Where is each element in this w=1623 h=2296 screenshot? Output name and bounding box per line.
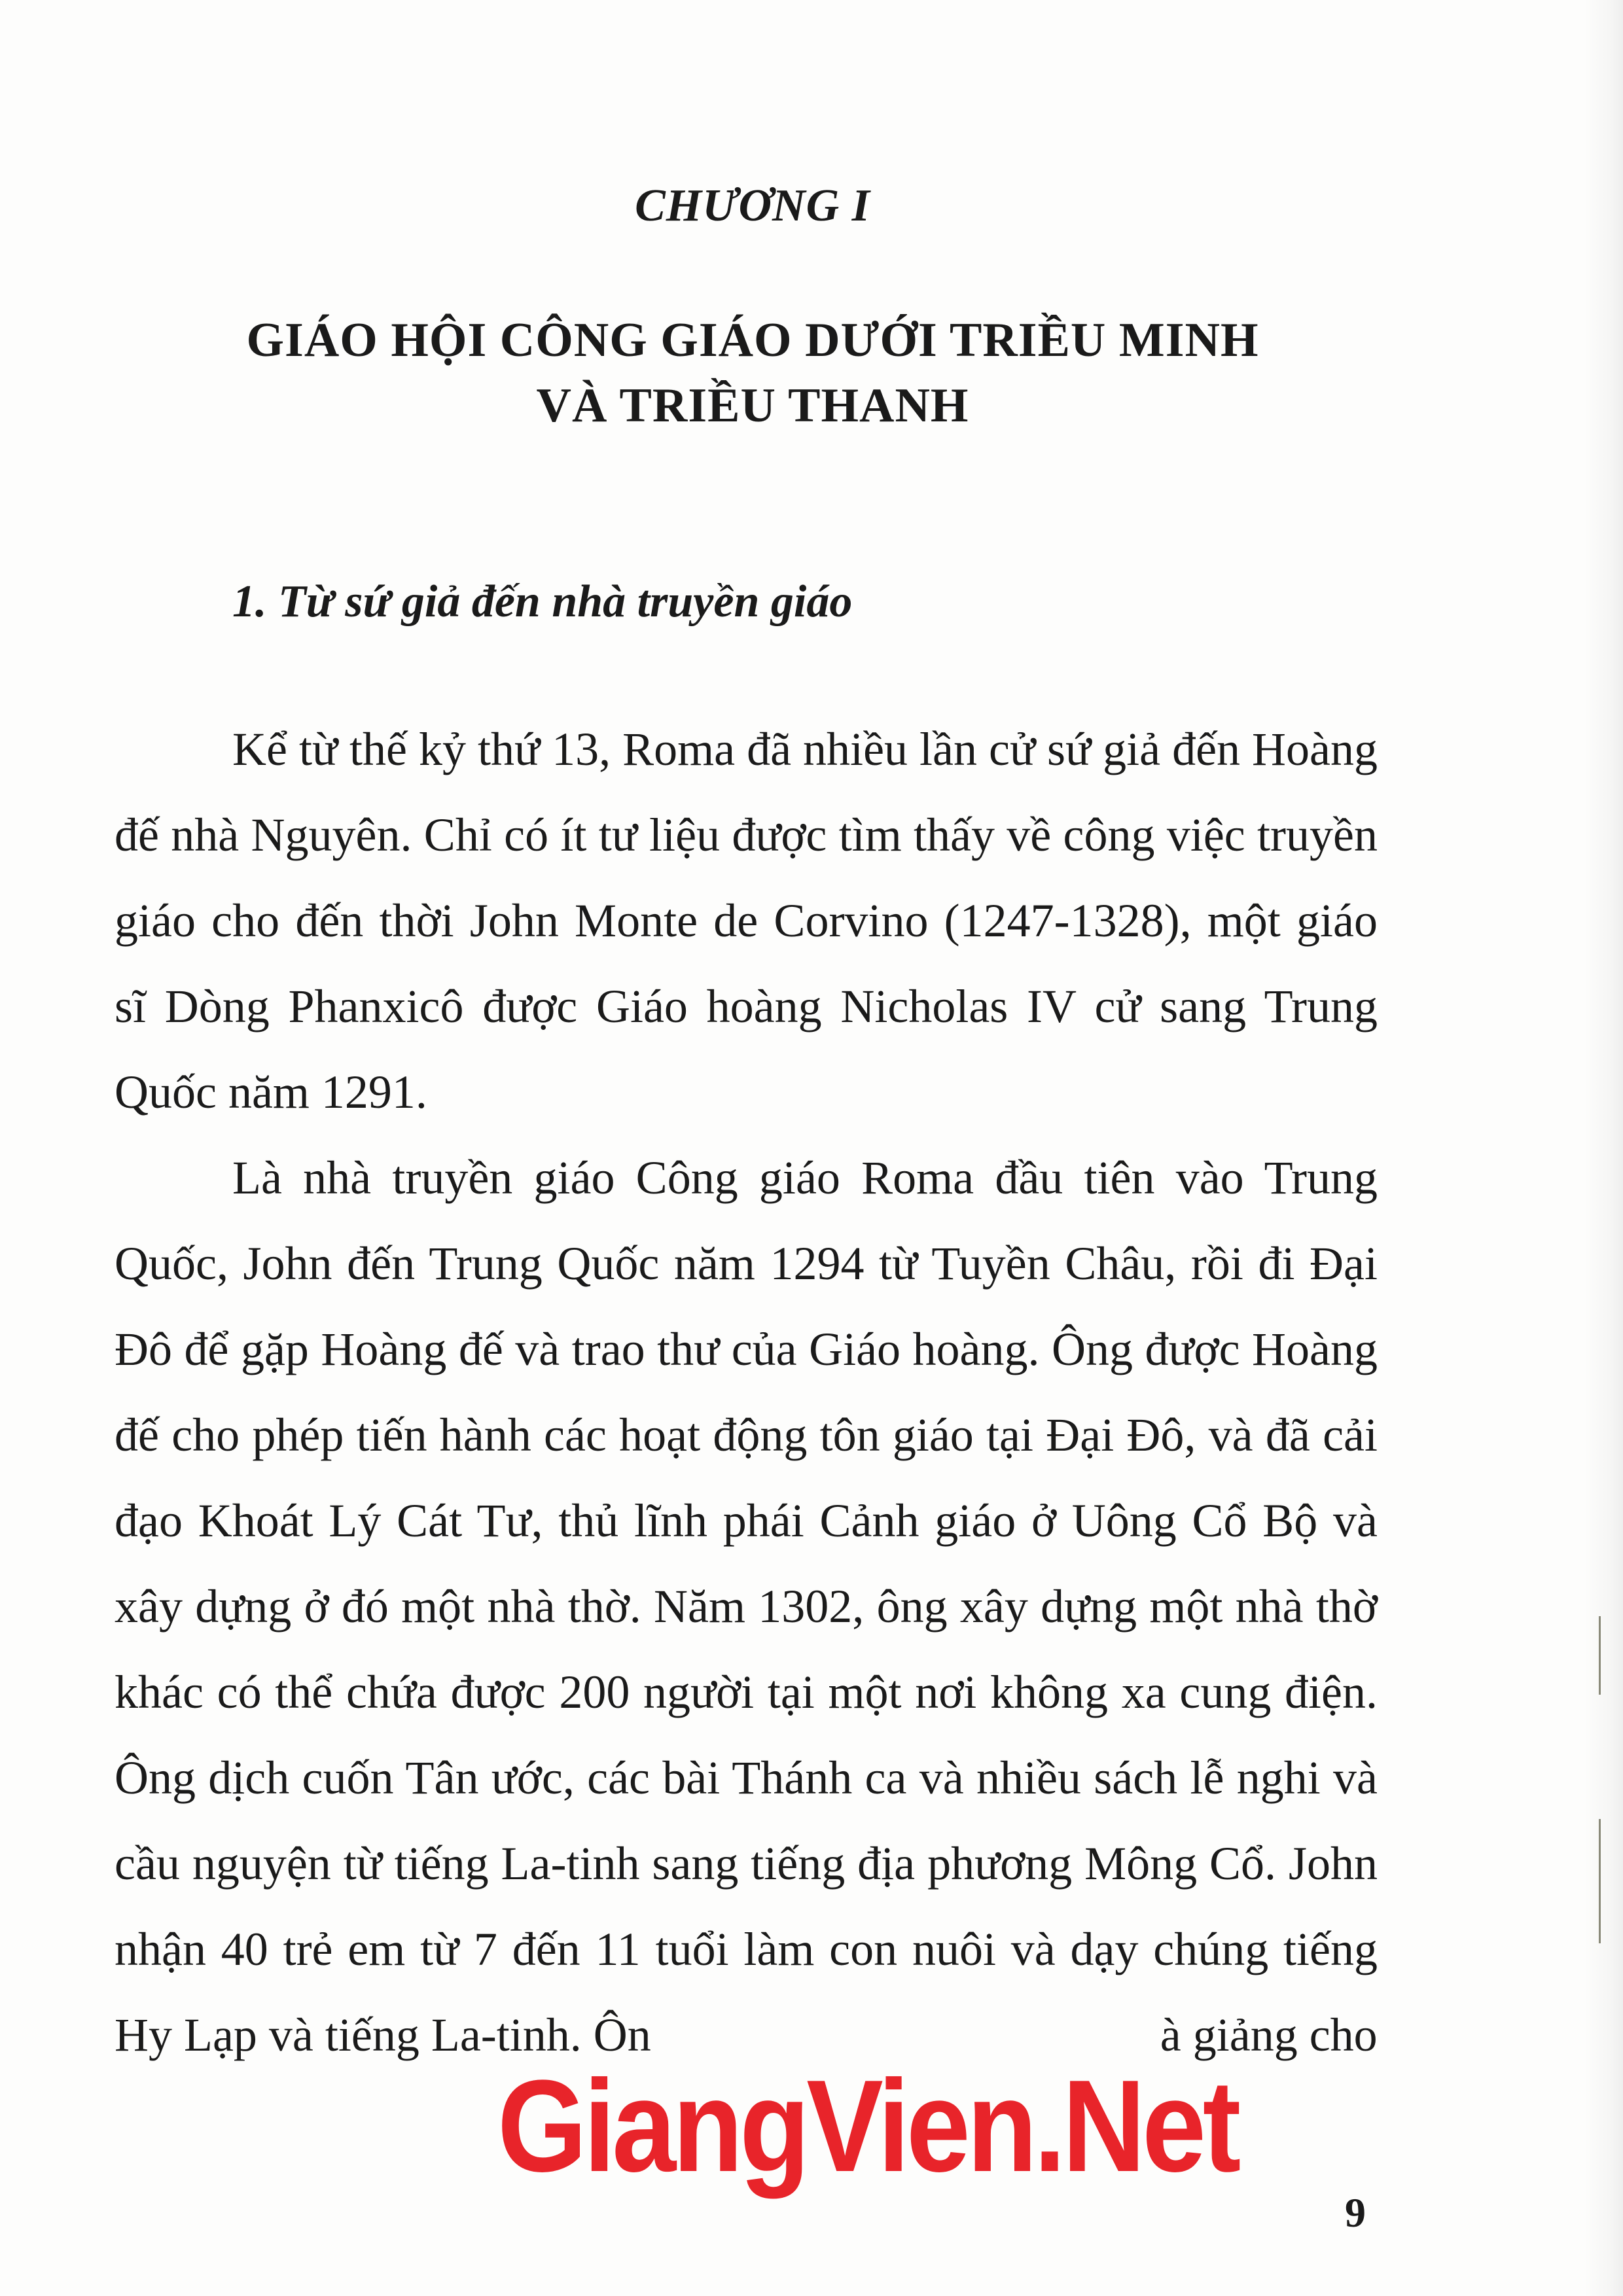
body-text — [115, 707, 1378, 2078]
page-edge-shadow — [1584, 0, 1623, 2296]
paragraph-2 — [115, 1135, 1378, 2078]
edge-mark-top — [1599, 1616, 1601, 1695]
watermark-logo: GiangVien.Net — [497, 2053, 1238, 2199]
page-number: 9 — [1345, 2189, 1366, 2236]
paragraph-2-tail: à giảng cho — [1160, 2009, 1378, 2061]
paragraph-1: Kể từ thế kỷ thứ 13, Roma đã nhiều lần cử sứ giả đến Hoàng đế nhà Nguyên. Chỉ có ít tư liệu được tìm thấy về công việc truyền giáo cho đến thời John Monte de Corvino (1247-1328), một giáo sĩ Dòng Phanxicô được Giáo hoàng Nicholas IV cử sang Trung Quốc năm 1291. — [115, 723, 1378, 1118]
chapter-title-line-1: GIÁO HỘI CÔNG GIÁO DƯỚI TRIỀU MINH — [246, 313, 1259, 367]
chapter-title-line-2: VÀ TRIỀU THANH — [536, 379, 969, 433]
paragraph-2-text: Là nhà truyền giáo Công giáo Roma đầu tiên vào Trung Quốc, John đến Trung Quốc năm 1294 từ Tuyền Châu, rồi đi Đại Đô để gặp Hoàng đế và trao thư của Giáo hoàng. Ông được Hoàng đế cho phép tiến hành các hoạt động tôn giáo tại Đại Đô, và đã cải đạo Khoát Lý Cát Tư, thủ lĩnh phái Cảnh giáo ở Uông Cổ Bộ và xây dựng ở đó một nhà thờ. Năm 1302, ông xây dựng một nhà thờ khác có thể chứa được 200 người tại một nơi không xa cung điện. Ông dịch cuốn Tân ước, các bài Thánh ca và nhiều sách lễ nghi và cầu nguyện từ tiếng La-tinh sang tiếng địa phương Mông Cổ. John nhận 40 trẻ em từ 7 đến 11 tuổi làm con nuôi và dạy chúng tiếng Hy Lạp và tiếng La-tinh. Ôn — [115, 1152, 1378, 2061]
chapter-title — [0, 308, 1505, 438]
section-heading: 1. Từ sứ giả đến nhà truyền giáo — [232, 576, 853, 627]
edge-mark-bottom — [1599, 1819, 1601, 1943]
chapter-label: CHƯƠNG I — [635, 181, 870, 231]
